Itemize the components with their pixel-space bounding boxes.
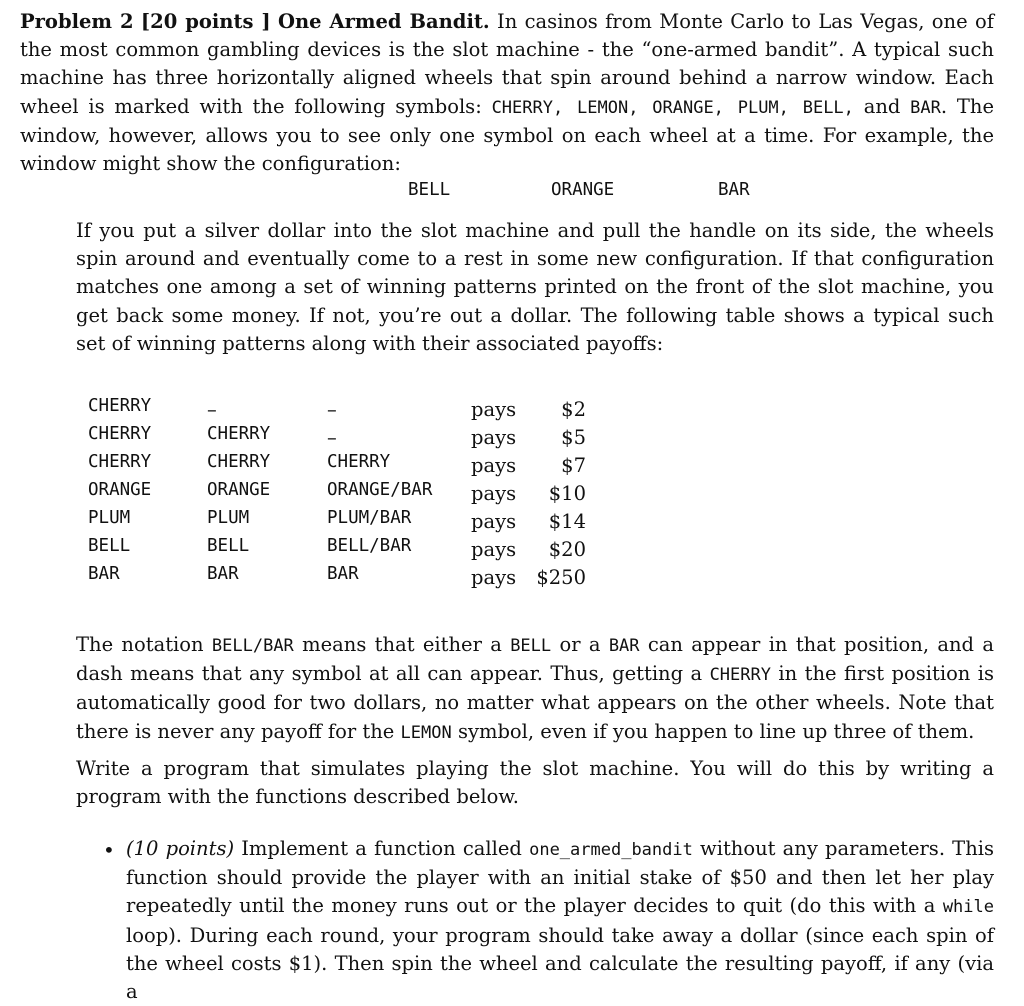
table-cell-wheel3: – — [327, 398, 337, 421]
code-cherry: CHERRY — [709, 665, 771, 686]
table-row — [88, 396, 608, 424]
table-cell-amount: $250 — [536, 566, 586, 589]
table-cell-amount: $7 — [561, 454, 586, 477]
and-word: and — [863, 94, 901, 118]
config-wheel-1: BELL — [408, 180, 451, 200]
table-row — [88, 536, 608, 564]
table-cell-wheel2: ORANGE — [207, 480, 271, 500]
code-bell-bar: BELL/BAR — [211, 636, 294, 656]
table-cell-wheel1: CHERRY — [88, 452, 152, 472]
table-cell-pays: pays — [471, 510, 517, 533]
bullet-text-1: Implement a function called — [241, 837, 522, 860]
table-cell-wheel2: BELL — [207, 536, 250, 556]
table-cell-wheel3: BAR — [327, 564, 359, 584]
table-cell-pays: pays — [471, 454, 517, 477]
table-row — [88, 508, 608, 536]
table-cell-wheel1: CHERRY — [88, 396, 152, 416]
bullet-text-3: loop). During each round, your program should take away a dollar (since each spin of the wheel costs $1). Then spin the wheel and calculate the resulting payoff, if any (via a — [126, 923, 994, 1004]
notation-text-5: in the first position is automatically good for two dollars, no matter what appears on the other wheels. Note that there is never any payoff for the — [76, 662, 995, 743]
table-cell-amount: $2 — [561, 398, 586, 421]
table-cell-wheel3: PLUM/BAR — [327, 508, 412, 528]
table-cell-wheel2: CHERRY — [207, 452, 271, 472]
table-cell-wheel3: ORANGE/BAR — [327, 480, 433, 500]
table-cell-pays: pays — [471, 426, 517, 449]
table-row — [88, 424, 608, 452]
problem-title: One Armed Bandit. — [277, 10, 490, 33]
table-row — [88, 480, 608, 508]
table-cell-amount: $20 — [548, 538, 586, 561]
problem-intro-text: In casinos from Monte Carlo to Las Vegas, one of the most common gambling devices is the slot machine - the “one-armed bandit”. A typical such machine has three horizontally aligned wheels that spin around behind a narrow window. Each wheel is marked with the following symbols: — [20, 10, 994, 118]
table-cell-amount: $14 — [548, 510, 586, 533]
table-cell-wheel2: PLUM — [207, 508, 250, 528]
bullet-text-2: without any parameters. This function should provide the player with an initial stake of $50 and then let her play repeatedly until the money runs out or the player decides to quit (do this with a — [126, 837, 994, 918]
table-cell-wheel2: – — [207, 398, 217, 421]
symbol-bar: BAR — [910, 97, 941, 118]
table-cell-wheel1: BELL — [88, 536, 131, 556]
table-cell-pays: pays — [471, 566, 517, 589]
table-cell-pays: pays — [471, 538, 517, 561]
paragraph-notation — [76, 631, 994, 747]
code-while: while — [942, 897, 994, 918]
problem-intro-end: . The window, however, allows you to see only one symbol on each wheel at a time. For example, the window might show the configuration: — [20, 94, 994, 176]
symbol-list: CHERRY, LEMON, ORANGE, PLUM, BELL, — [491, 97, 854, 118]
table-cell-wheel1: ORANGE — [88, 480, 152, 500]
table-cell-pays: pays — [471, 482, 517, 505]
bullet-marker: • — [103, 838, 115, 862]
problem-points: [20 points ] — [140, 10, 271, 33]
table-row — [88, 452, 608, 480]
table-cell-wheel1: PLUM — [88, 508, 131, 528]
notation-text-6: symbol, even if you happen to line up three of them. — [457, 719, 975, 743]
config-wheel-2: ORANGE — [551, 180, 615, 200]
table-cell-wheel3: – — [327, 426, 337, 449]
table-cell-amount: $10 — [548, 482, 586, 505]
code-bar: BAR — [608, 636, 640, 656]
table-cell-wheel3: CHERRY — [327, 452, 391, 472]
code-one-armed-bandit: one_armed_bandit — [529, 840, 693, 860]
table-cell-wheel2: CHERRY — [207, 424, 271, 444]
notation-text-2: means that either a — [302, 633, 502, 656]
table-cell-wheel3: BELL/BAR — [327, 536, 412, 556]
code-bell: BELL — [510, 636, 552, 656]
problem-intro — [20, 8, 994, 178]
paragraph-write-program: Write a program that simulates playing the slot machine. You will do this by writing a program with the functions described below. — [76, 757, 994, 809]
notation-text-1: The notation — [76, 633, 204, 656]
notation-text-3: or a — [559, 633, 601, 656]
paragraph-slot-machine: If you put a silver dollar into the slot machine and pull the handle on its side, the wheels spin around and eventually come to a rest in some new configuration. If that configuration matches one among a set of winning patterns printed on the front of the slot machine, you get back some money. If not, you’re out a dollar. The following table shows a typical such set of winning patterns along with their associated payoffs: — [76, 219, 994, 355]
problem-label: Problem 2 — [20, 10, 134, 33]
table-cell-pays: pays — [471, 398, 517, 421]
table-cell-wheel1: CHERRY — [88, 424, 152, 444]
table-cell-wheel1: BAR — [88, 564, 120, 584]
table-cell-amount: $5 — [561, 426, 586, 449]
table-row — [88, 564, 608, 592]
bullet-item — [126, 835, 994, 1006]
notation-text-4: can appear in that position, and a dash means that any symbol at all can appear. Thus, getting a — [76, 633, 994, 686]
config-wheel-3: BAR — [718, 180, 750, 200]
bullet-points: (10 points) — [126, 837, 235, 860]
table-cell-wheel2: BAR — [207, 564, 239, 584]
code-lemon: LEMON — [400, 722, 452, 743]
